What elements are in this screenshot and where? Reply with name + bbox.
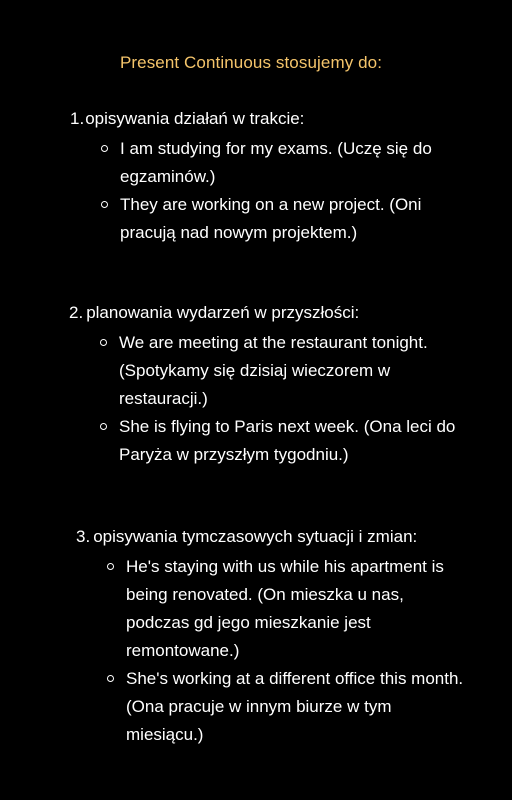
bullet-circle-icon	[107, 563, 114, 570]
example-item	[76, 553, 471, 665]
section-number: 3.	[76, 527, 91, 546]
section-heading	[69, 301, 470, 325]
section-temporary-situations	[76, 525, 471, 749]
section-heading	[70, 107, 465, 131]
section-heading	[76, 525, 471, 549]
section-number: 2.	[69, 303, 84, 322]
section-actions-in-progress	[70, 107, 465, 247]
section-future-plans	[69, 301, 470, 469]
example-text: They are working on a new project. (Oni pracują nad nowym projektem.)	[120, 195, 422, 242]
section-heading-text: planowania wydarzeń w przyszłości:	[86, 303, 360, 322]
example-list	[69, 329, 470, 469]
example-text: I am studying for my exams. (Uczę się do egzaminów.)	[120, 139, 432, 186]
bullet-circle-icon	[101, 201, 108, 208]
example-text: We are meeting at the restaurant tonight. (Spotykamy się dzisiaj wieczorem w restauracji.)	[119, 333, 428, 408]
example-text: He's staying with us while his apartment is being renovated. (On mieszka u nas, podczas gd jego mieszkanie jest remontowane.)	[126, 557, 444, 660]
example-text: She is flying to Paris next week. (Ona leci do Paryża w przyszłym tygodniu.)	[119, 417, 456, 464]
example-item	[69, 413, 470, 469]
example-item	[70, 191, 465, 247]
section-heading-text: opisywania działań w trakcie:	[85, 109, 305, 128]
bullet-circle-icon	[101, 145, 108, 152]
section-number: 1.	[70, 109, 85, 128]
bullet-circle-icon	[107, 675, 114, 682]
example-item	[70, 135, 465, 191]
bullet-circle-icon	[100, 339, 107, 346]
section-heading-text: opisywania tymczasowych sytuacji i zmian:	[93, 527, 418, 546]
page-title: Present Continuous stosujemy do:	[119, 53, 383, 72]
example-text: She's working at a different office this month. (Ona pracuje w innym biurze w tym miesiącu.)	[126, 669, 464, 744]
example-list	[70, 135, 465, 247]
example-item	[69, 329, 470, 413]
bullet-circle-icon	[100, 423, 107, 430]
example-item	[76, 665, 471, 749]
example-list	[76, 553, 471, 749]
